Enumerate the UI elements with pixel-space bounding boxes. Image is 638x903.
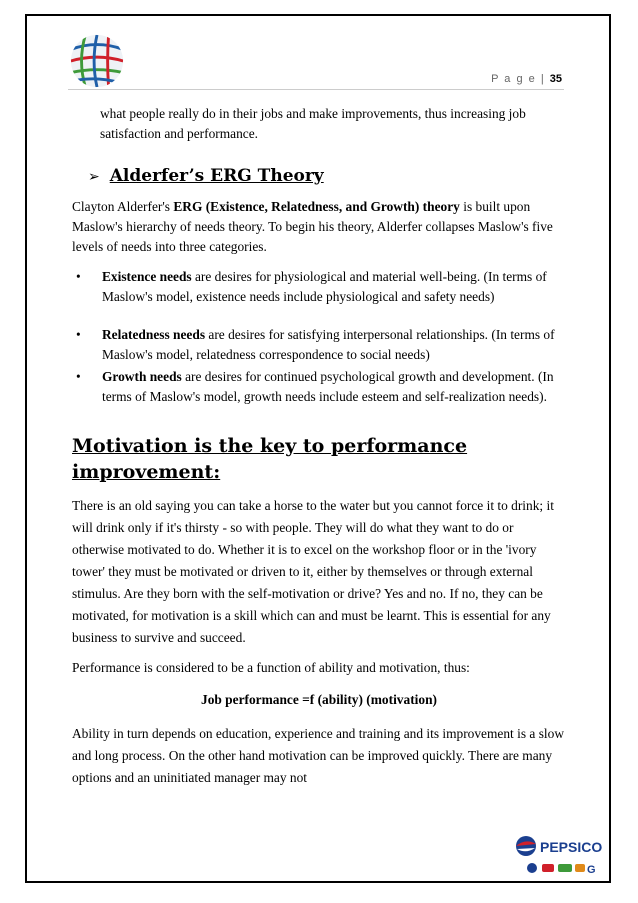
erg-intro	[72, 197, 566, 257]
continuation-text: what people really do in their jobs and make improvements, thus increasing job satisfaction and performance.	[100, 106, 526, 141]
need-text: are desires for continued psychological growth and development. (In terms of Maslow's model, growth needs include esteem and self-realization needs).	[102, 369, 554, 404]
needs-list-1	[72, 267, 566, 307]
paragraph: There is an old saying you can take a horse to the water but you cannot force it to drink; it will drink only if it's thirsty - so with people. They will do what they want to do or otherwise motivated to do. Whether it is to excel on the workshop floor or in the 'ivory tower' they must be motivated or driven to it, either by themselves or through external stimulus. Are they born with the self-motivation or drive? Yes and no. If no, they can be motivated, for motivation is a skill which can and must be learnt. This is essential for any business to survive and succeed.	[72, 498, 554, 645]
pepsico-wordmark: PEPSICO	[540, 839, 602, 855]
needs-list-2	[72, 325, 566, 407]
page-number-value: 35	[549, 73, 562, 85]
globe-logo-icon	[68, 32, 126, 90]
list-item	[72, 267, 566, 307]
erg-intro-post: is built upon Maslow's hierarchy of needs theory. To begin his theory, Alderfer collapses Maslow's five levels of needs into three categories.	[72, 199, 553, 254]
pepsico-globe-icon	[512, 832, 602, 878]
paragraph: Ability in turn depends on education, experience and training and its improvement is a slow and long process. On the other hand motivation can be improved quickly. There are many options and an uninitiated manager may not	[72, 726, 564, 785]
formula: Job performance =f (ability) (motivation)	[201, 692, 437, 707]
need-text: are desires for satisfying interpersonal relationships. (In terms of Maslow's model, relatedness correspondence to social needs)	[102, 327, 555, 362]
header-rule	[68, 89, 564, 90]
erg-heading-text: Alderfer’s ERG Theory	[109, 166, 324, 186]
need-term: Existence needs	[102, 269, 192, 284]
motivation-heading: Motivation is the key to performance improvement:	[72, 435, 468, 483]
erg-heading	[88, 166, 566, 187]
need-term: Relatedness needs	[102, 327, 206, 342]
pepsico-logo	[512, 832, 602, 878]
document-body	[72, 104, 566, 797]
need-term: Growth needs	[102, 369, 182, 384]
arrow-bullet-icon: ➢	[88, 169, 100, 185]
paragraph: Performance is considered to be a function of ability and motivation, thus:	[72, 660, 470, 675]
need-text: are desires for physiological and material well-being. (In terms of Maslow's model, existence needs include physiological and safety needs)	[102, 269, 547, 304]
svg-text:G: G	[587, 864, 596, 876]
page-label: P a g e	[491, 73, 537, 85]
list-item	[72, 367, 566, 407]
list-item	[72, 325, 566, 365]
page-separator: |	[540, 73, 546, 85]
erg-intro-bold: ERG (Existence, Relatedness, and Growth) theory	[173, 199, 460, 214]
page-number	[491, 73, 562, 85]
erg-intro-pre: Clayton Alderfer's	[72, 199, 174, 214]
